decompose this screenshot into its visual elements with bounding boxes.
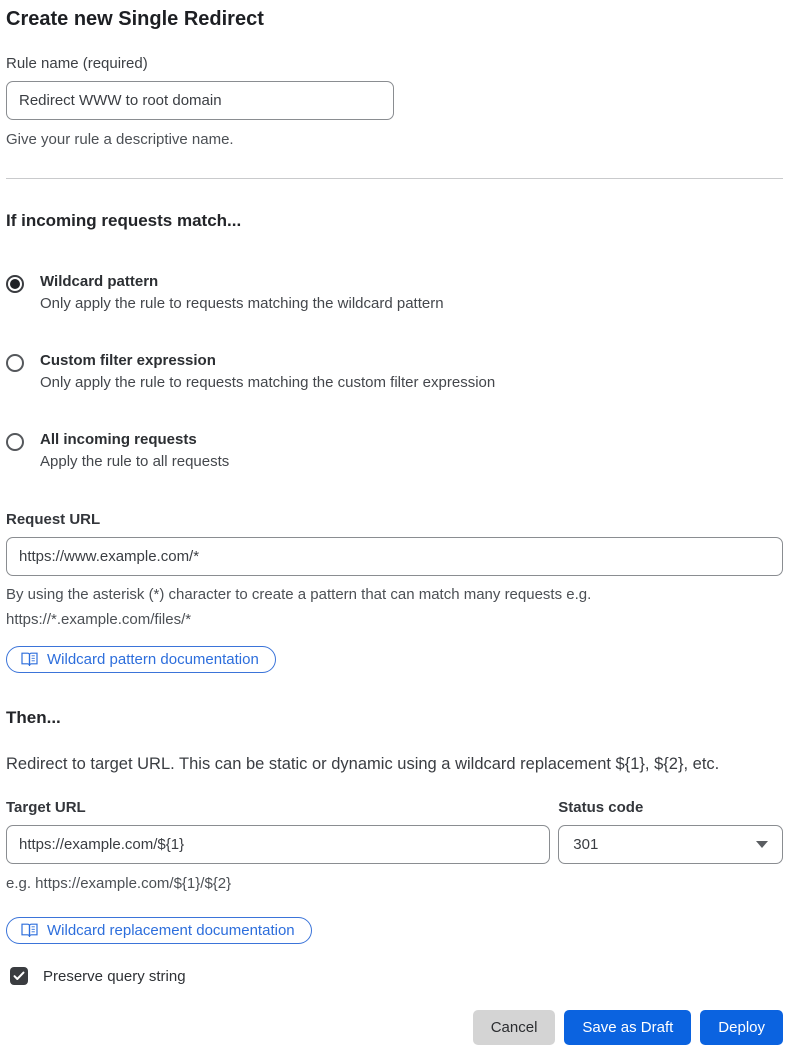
radio-option-label: All incoming requests [40,431,197,448]
radio-option-wildcard-pattern[interactable] [6,273,783,312]
save-as-draft-button[interactable]: Save as Draft [564,1010,691,1045]
checkbox-checked-icon[interactable] [10,967,28,985]
status-code-value: 301 [573,836,599,853]
target-url-help: e.g. https://example.com/${1}/${2} [6,875,232,892]
rule-name-help: Give your rule a descriptive name. [6,131,234,148]
match-section-heading: If incoming requests match... [6,211,242,230]
page-title: Create new Single Redirect [6,8,264,30]
radio-option-custom-filter[interactable] [6,352,783,391]
deploy-button[interactable]: Deploy [700,1010,783,1045]
status-code-select[interactable] [558,825,783,864]
preserve-query-string-label: Preserve query string [43,967,186,985]
chevron-down-icon [756,841,768,848]
request-url-help-line2: https://*.example.com/files/* [6,611,192,628]
target-url-input[interactable] [6,825,550,864]
cancel-button[interactable]: Cancel [473,1010,556,1045]
wildcard-pattern-doc-label: Wildcard pattern documentation [47,650,259,668]
radio-button-icon[interactable] [6,275,24,293]
radio-option-description: Apply the rule to all requests [40,453,230,470]
radio-option-description: Only apply the rule to requests matching the custom filter expression [40,374,496,391]
radio-option-all-requests[interactable] [6,431,783,470]
request-url-label: Request URL [6,511,101,528]
book-icon [21,652,38,666]
rule-name-label: Rule name (required) [6,55,148,72]
preserve-query-string-row[interactable] [10,967,783,985]
then-section-heading: Then... [6,708,61,727]
request-url-help [6,582,783,632]
status-code-label: Status code [558,799,644,816]
wildcard-replacement-doc-label: Wildcard replacement documentation [47,921,295,939]
book-icon [21,923,38,937]
section-divider [6,178,783,179]
footer-actions [6,1010,783,1045]
request-url-input[interactable] [6,537,783,576]
radio-button-icon[interactable] [6,354,24,372]
request-url-help-line1: By using the asterisk (*) character to create a pattern that can match many requests e.g. [6,586,592,603]
then-description: Redirect to target URL. This can be static or dynamic using a wildcard replacement ${1}, ${2}, etc. [6,755,720,773]
radio-button-icon[interactable] [6,433,24,451]
radio-option-label: Custom filter expression [40,352,216,369]
wildcard-replacement-doc-button[interactable] [6,917,312,944]
radio-option-description: Only apply the rule to requests matching the wildcard pattern [40,295,444,312]
radio-option-label: Wildcard pattern [40,273,159,290]
rule-name-input[interactable] [6,81,394,120]
target-url-label: Target URL [6,799,86,816]
wildcard-pattern-doc-button[interactable] [6,646,276,673]
